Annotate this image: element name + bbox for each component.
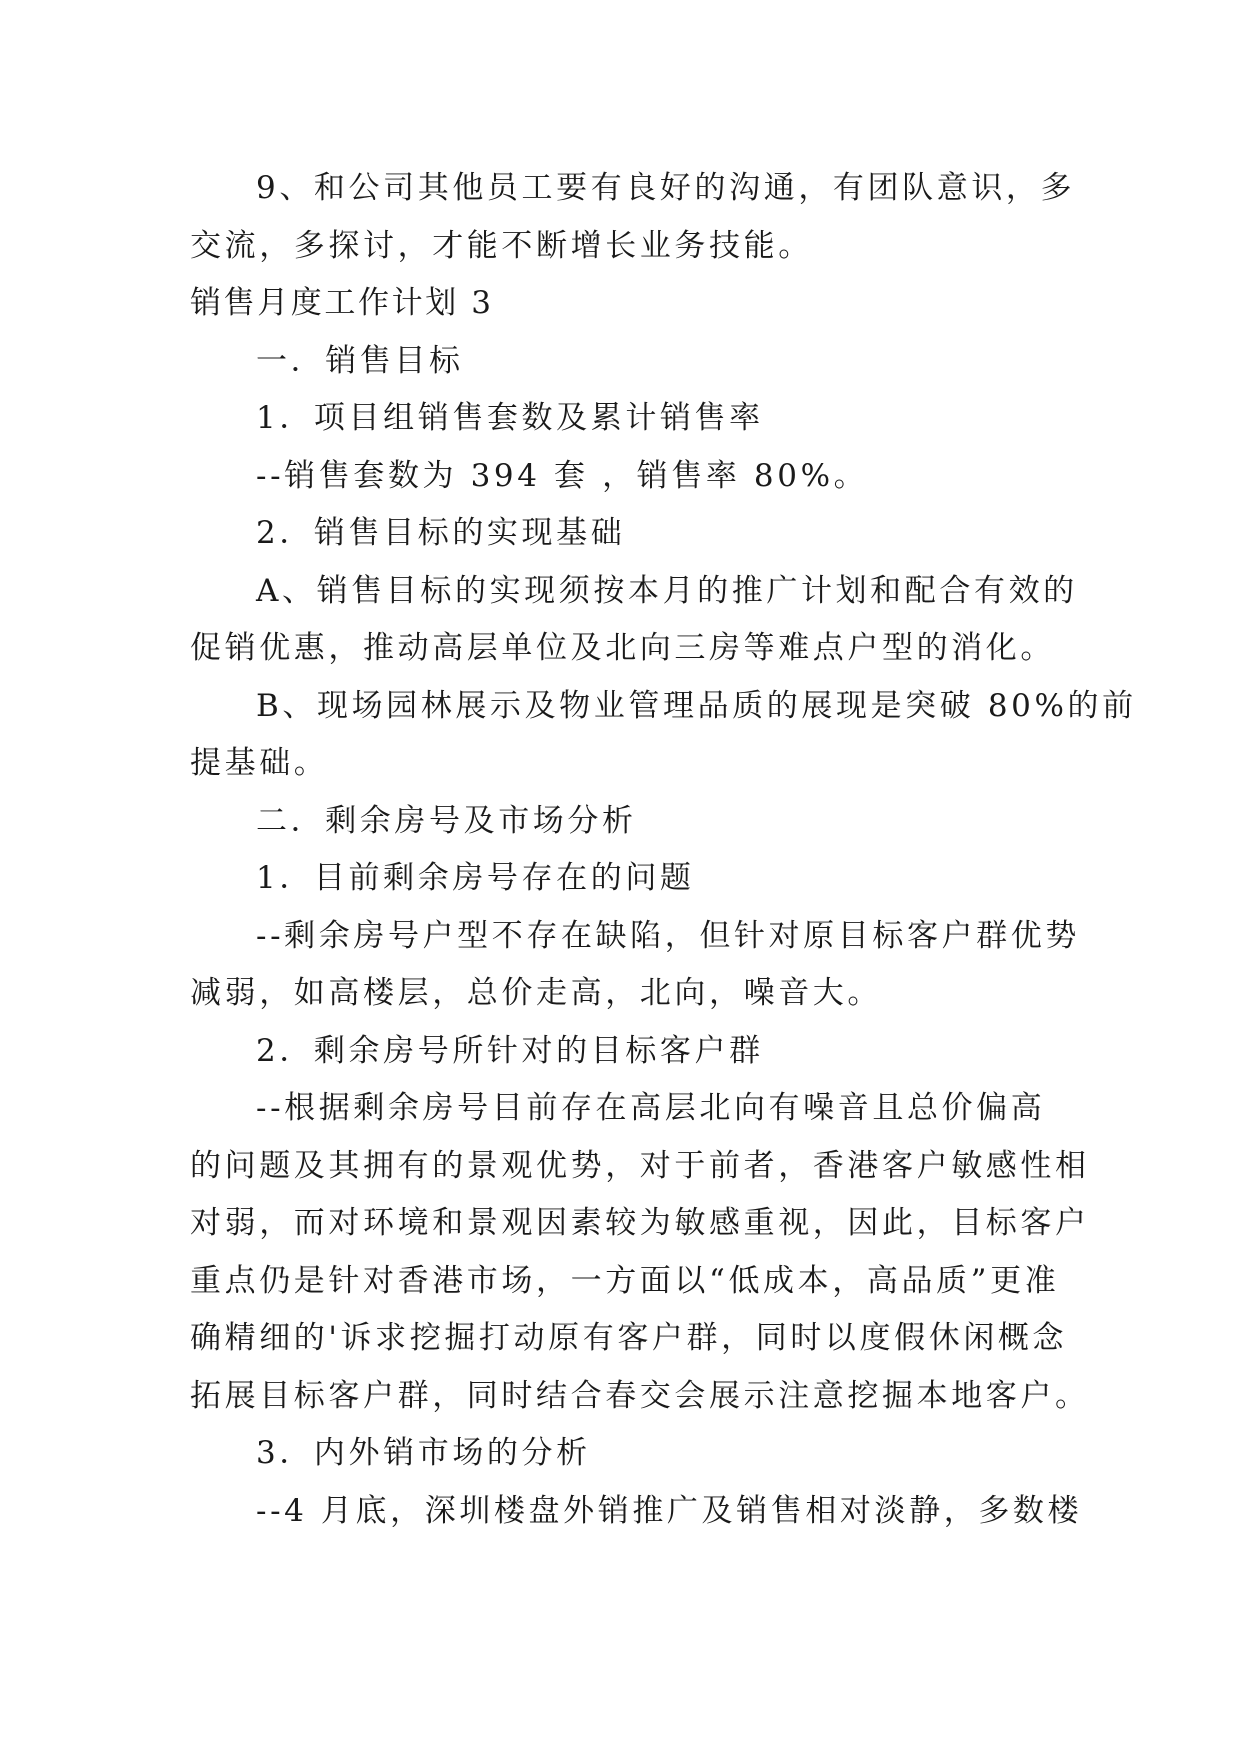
paragraph-line: --销售套数为 394 套 ，销售率 80%。 <box>256 457 869 494</box>
paragraph-line: 重点仍是针对香港市场，一方面以“低成本，高品质”更准 <box>190 1262 1060 1299</box>
subheading: 1．目前剩余房号存在的问题 <box>256 860 695 896</box>
paragraph-line: 拓展目标客户群，同时结合春交会展示注意挖掘本地客户。 <box>190 1377 1090 1414</box>
subheading: 1．项目组销售套数及累计销售率 <box>256 400 764 436</box>
paragraph-line: 促销优惠，推动高层单位及北向三房等难点户型的消化。 <box>190 630 1055 666</box>
paragraph-line: 的问题及其拥有的景观优势，对于前者，香港客户敏感性相 <box>190 1147 1090 1184</box>
subheading: 2．销售目标的实现基础 <box>256 515 626 551</box>
paragraph-line: 减弱，如高楼层，总价走高，北向，噪音大。 <box>190 975 882 1011</box>
document-page <box>190 160 1137 1540</box>
paragraph-line: --根据剩余房号目前存在高层北向有噪音且总价偏高 <box>256 1090 1046 1126</box>
paragraph-line: --4 月底，深圳楼盘外销推广及销售相对淡静，多数楼 <box>256 1492 1083 1529</box>
paragraph-line: 提基础。 <box>190 745 329 781</box>
paragraph-line: 确精细的'诉求挖掘打动原有客户群，同时以度假休闲概念 <box>190 1320 1068 1356</box>
subheading: 2．剩余房号所针对的目标客户群 <box>256 1032 764 1069</box>
paragraph-line: --剩余房号户型不存在缺陷，但针对原目标客户群优势 <box>256 917 1080 954</box>
section-title: 销售月度工作计划 3 <box>190 285 494 321</box>
heading-remaining-units: 二．剩余房号及市场分析 <box>256 802 637 839</box>
heading-sales-target: 一．销售目标 <box>256 342 464 379</box>
paragraph-line: 交流，多探讨，才能不断增长业务技能。 <box>190 227 813 264</box>
subheading: 3．内外销市场的分析 <box>256 1435 591 1471</box>
paragraph-line: 9、和公司其他员工要有良好的沟通，有团队意识，多 <box>256 170 1076 206</box>
paragraph-line: B、现场园林展示及物业管理品质的展现是突破 80%的前 <box>256 687 1137 724</box>
paragraph-line: A、销售目标的实现须按本月的推广计划和配合有效的 <box>256 572 1078 609</box>
paragraph-line: 对弱，而对环境和景观因素较为敏感重视，因此，目标客户 <box>190 1205 1090 1241</box>
